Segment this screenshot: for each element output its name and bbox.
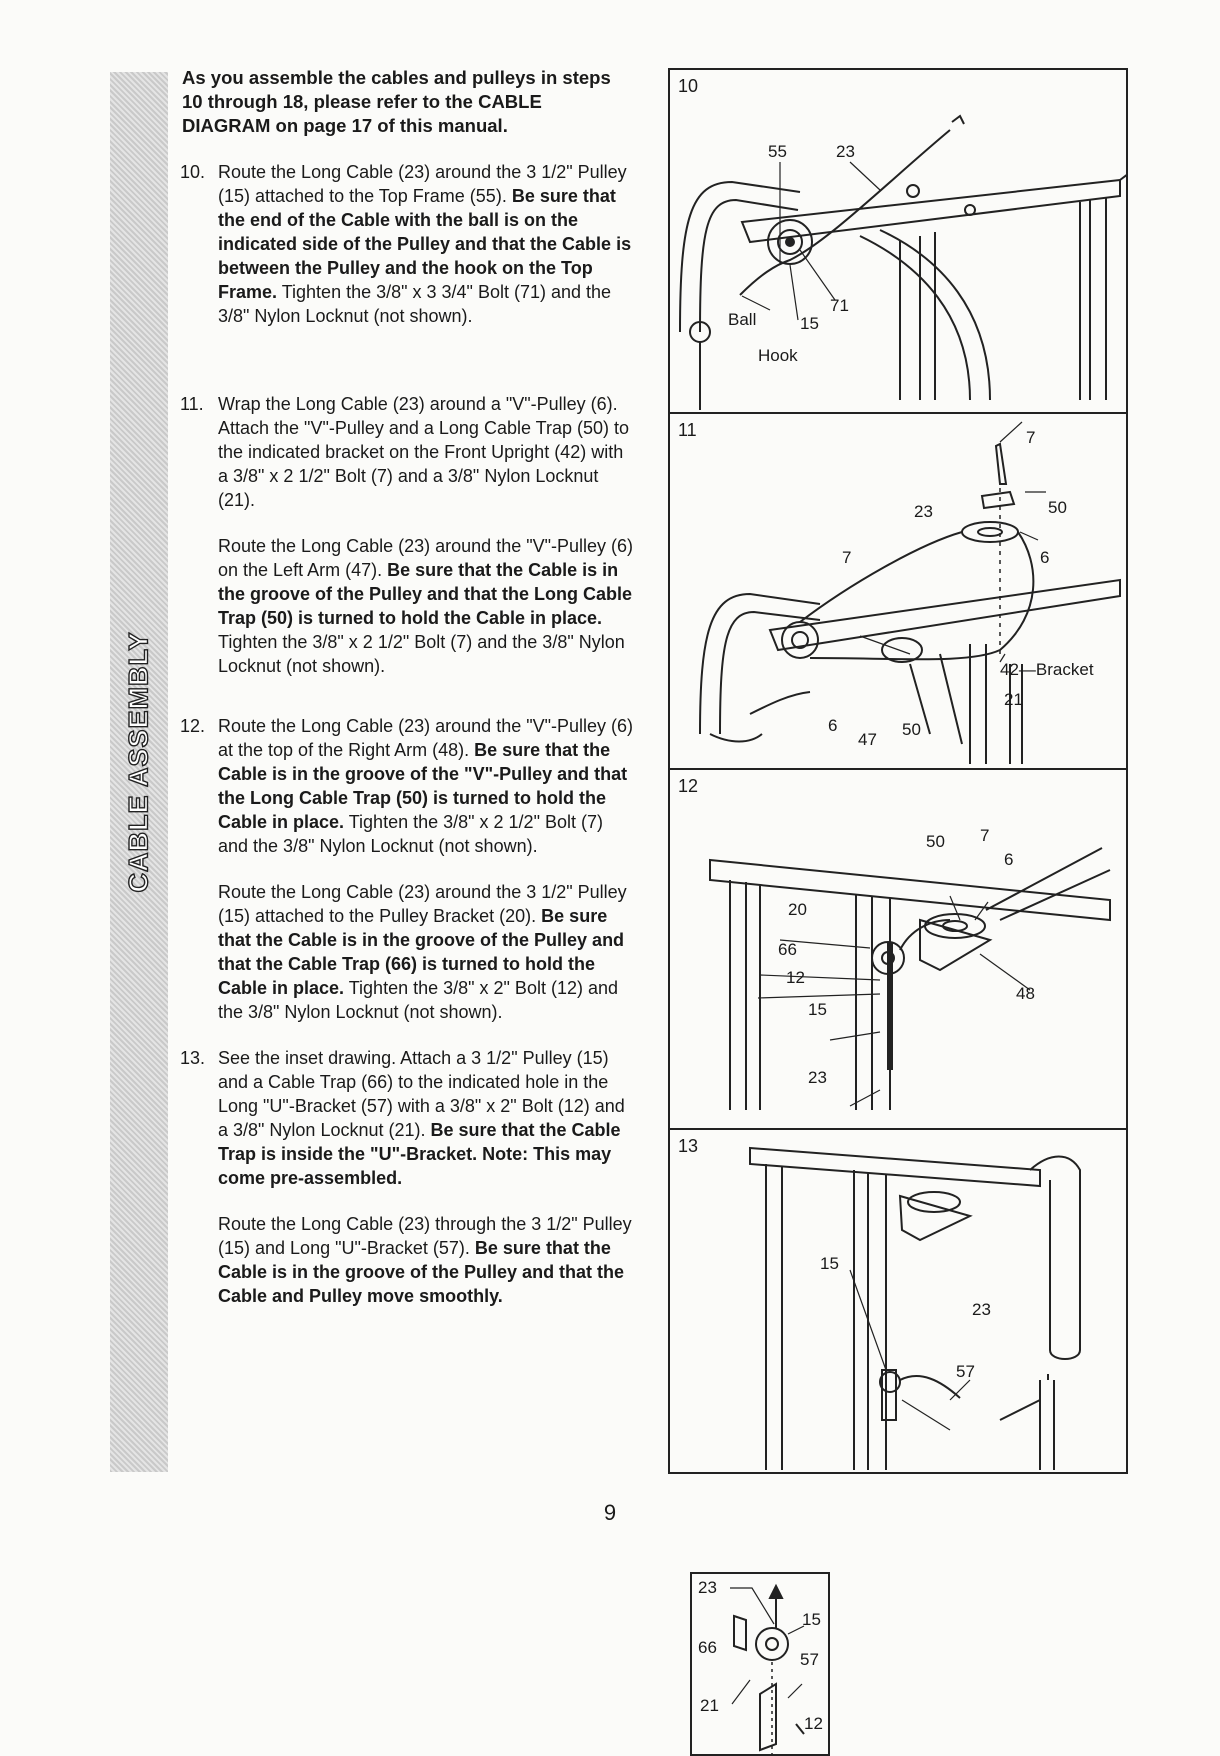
figure-label: 12 (786, 968, 805, 987)
inset-label: 15 (802, 1610, 821, 1629)
figure-label: 15 (800, 314, 819, 333)
page-number: 9 (603, 1500, 617, 1525)
figure-label: 50 (926, 832, 945, 851)
figure-label: 7 (842, 548, 852, 567)
inset-label: 57 (800, 1650, 819, 1669)
instructions-column (180, 66, 635, 1308)
figure-label: 50 (1048, 498, 1067, 517)
step-paragraph: Route the Long Cable (23) through the 3 1/2" Pulley (15) and Long "U"-Bracket (57). Be sure that the Cable is in the groove of the Pulley and that the Cable and Pulley move smoothly. (218, 1214, 632, 1306)
figure-label: 23 (808, 1068, 827, 1087)
figure-label: 23 (914, 502, 933, 521)
figure-label: 21 (1004, 690, 1023, 709)
step-11 (180, 392, 635, 678)
figure-label: 15 (820, 1254, 839, 1273)
figure-11-drawing (670, 414, 1126, 770)
inset-label: 66 (698, 1638, 717, 1657)
section-side-tab-label: CABLE ASSEMBLY (123, 631, 154, 893)
figure-label: 42—Bracket (1000, 660, 1094, 679)
figure-label: 23 (836, 142, 855, 161)
figure-label: Ball (728, 310, 757, 329)
figure-13 (670, 1128, 1126, 1733)
figure-label: 6 (1040, 548, 1050, 567)
figure-label: 57 (956, 1362, 975, 1381)
figure-label: 66 (778, 940, 797, 959)
figures-panel (668, 68, 1128, 1733)
figure-10 (670, 70, 1126, 412)
step-number: 12. (180, 716, 206, 736)
figure-label: 48 (1016, 984, 1035, 1003)
figure-12-drawing (670, 770, 1126, 1130)
figure-label: 20 (788, 900, 807, 919)
figure-number: 10 (678, 76, 699, 96)
intro-note: As you assemble the cables and pulleys in steps 10 through 18, please refer to the CABLE DIAGRAM on page 17 of this manual. (182, 67, 611, 136)
step-10 (180, 160, 635, 328)
step-number: 13. (180, 1048, 206, 1068)
inset-label: 21 (700, 1696, 719, 1715)
step-number: 10. (180, 162, 206, 182)
step-paragraph: Route the Long Cable (23) around the 3 1/2" Pulley (15) attached to the Top Frame (55). Be sure that the end of the Cable with the ball is on the indicated side of the Pulley and that the Cable is between the Pulley and the hook on the Top Frame. Tighten the 3/8" x 3 3/4" Bolt (71) and the 3/8" Nylon Locknut (not shown). (218, 162, 632, 326)
inset-drawing (690, 1572, 830, 1756)
figure-label: 6 (1004, 850, 1014, 869)
figure-label: Hook (758, 346, 798, 365)
figure-label: 71 (830, 296, 849, 315)
figure-label: 7 (1026, 428, 1036, 447)
figure-number: 11 (678, 420, 697, 440)
step-12 (180, 714, 635, 1024)
figure-11 (670, 412, 1126, 768)
figure-label: 55 (768, 142, 787, 161)
step-13 (180, 1046, 635, 1308)
figure-10-drawing (670, 70, 1126, 412)
figure-12 (670, 768, 1126, 1128)
step-paragraph: Route the Long Cable (23) around the 3 1/2" Pulley (15) attached to the Pulley Bracket (20). Be sure that the Cable is in the groove of the Pulley and that the Cable Trap (66) is turned to hold the Cable in place. Tighten the 3/8" x 2" Bolt (12) and the 3/8" Nylon Locknut (not shown). (218, 882, 627, 1022)
inset-label: 23 (698, 1578, 717, 1597)
inset-label: 12 (804, 1714, 823, 1733)
figure-number: 13 (678, 1136, 699, 1156)
step-paragraph: Wrap the Long Cable (23) around a "V"-Pulley (6). Attach the "V"-Pulley and a Long Cable Trap (50) to the indicated bracket on the Front Upright (42) with a 3/8" x 2 1/2" Bolt (7) and a 3/8" Nylon Locknut (21). (218, 394, 630, 510)
figure-number: 12 (678, 776, 699, 796)
figure-label: 47 (858, 730, 877, 749)
figure-label: 6 (828, 716, 838, 735)
step-paragraph: See the inset drawing. Attach a 3 1/2" Pulley (15) and a Cable Trap (66) to the indicated hole in the Long "U"-Bracket (57) with a 3/8" x 2" Bolt (12) and a 3/8" Nylon Locknut (21). Be sure that the Cable Trap is inside the "U"-Bracket. Note: This may come pre-assembled. (218, 1048, 625, 1188)
figure-label: 23 (972, 1300, 991, 1319)
step-number: 11. (180, 394, 204, 414)
step-paragraph: Route the Long Cable (23) around the "V"-Pulley (6) on the Left Arm (47). Be sure that the Cable is in the groove of the Pulley and that the Long Cable Trap (50) is turned to hold the Cable in place. Tighten the 3/8" x 2 1/2" Bolt (7) and the 3/8" Nylon Locknut (not shown). (218, 536, 634, 676)
step-paragraph: Route the Long Cable (23) around the "V"-Pulley (6) at the top of the Right Arm (48). Be sure that the Cable is in the groove of the "V"-Pulley and that the Long Cable Trap (50) is turned to hold the Cable in place. Tighten the 3/8" x 2 1/2" Bolt (7) and the 3/8" Nylon Locknut (not shown). (218, 716, 634, 856)
figure-label: 15 (808, 1000, 827, 1019)
figure-label: 7 (980, 826, 990, 845)
figure-label: 50 (902, 720, 921, 739)
figure-13-drawing (670, 1130, 1126, 1474)
